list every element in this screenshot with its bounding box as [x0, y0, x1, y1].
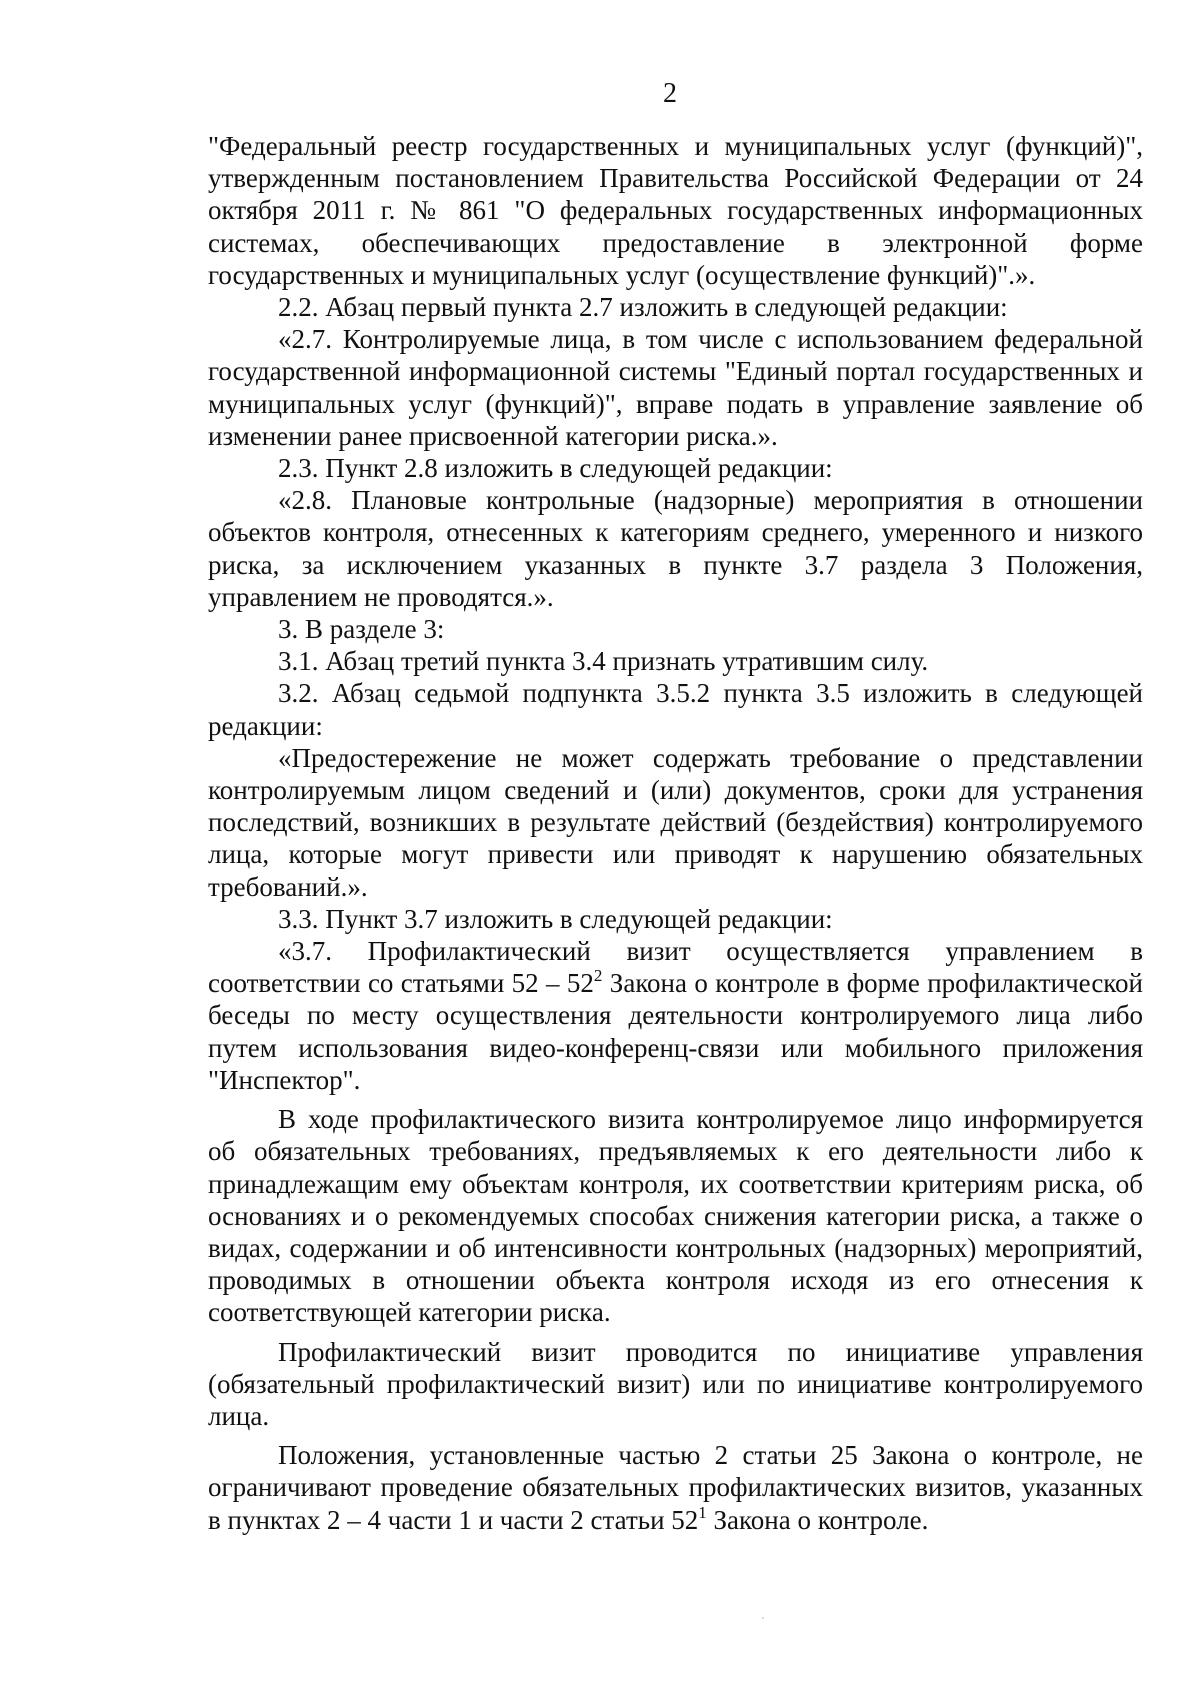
paragraph-2-3: 2.3. Пункт 2.8 изложить в следующей редакции: — [278, 453, 833, 484]
paragraph-visit-information: В ходе профилактического визита контролируемое лицо информируется об обязательных требованиях, предъявляемых к его деятельности либо к принадлежащим ему объектам контроля, их соответствии критериям риска, об основаниях и о рекомендуемых способах снижения категории риска, а также о видах, содержании и об интенсивности контрольных (надзорных) мероприятий, проводимых в отношении объекта контроля исходя из его отнесения к соответствующей категории риска. — [208, 1104, 1143, 1328]
paragraph-3-7-text-start: «3.7. Профилактический визит осуществляется управлением в соответствии со статьями 52 – 52 — [208, 936, 1143, 999]
paragraph-3-7-text-end: Закона о контроле в форме профилактической беседы по месту осуществления деятельности контролируемого лица либо путем использования видео-конференц-связи или мобильного приложения "Инспектор". — [208, 968, 1144, 1095]
paragraph-provisions-text-end: Закона о контроле. — [706, 1504, 929, 1535]
paragraph-2-2: 2.2. Абзац первый пункта 2.7 изложить в следующей редакции: — [278, 292, 1008, 323]
paragraph-provisions-text-start: Положения, установленные частью 2 статьи 25 Закона о контроле, не ограничивают проведение обязательных профилактических визитов, указанных в пунктах 2 – 4 части 1 и части 2 статьи 52 — [208, 1440, 1143, 1535]
paragraph-warning-quote: «Предостережение не может содержать требование о представлении контролируемым лицом сведений и (или) документов, сроки для устранения последствий, возникших в результате действий (бездействия) контролируемого лица, которые могут привести или приводят к нарушению обязательных требований.». — [208, 742, 1143, 902]
document-body — [208, 130, 1143, 1536]
scan-speck — [762, 1617, 764, 1619]
paragraph-3-2: 3.2. Абзац седьмой подпункта 3.5.2 пункта 3.5 изложить в следующей редакции: — [208, 678, 1143, 741]
paragraph-visit-initiative: Профилактический визит проводится по инициативе управления (обязательный профилактический визит) или по инициативе контролируемого лица. — [208, 1336, 1143, 1431]
paragraph-2-8-quote: «2.8. Плановые контрольные (надзорные) мероприятия в отношении объектов контроля, отнесенных к категориям среднего, умеренного и низкого риска, за исключением указанных в пункте 3.7 раздела 3 Положения, управлением не проводятся.». — [208, 485, 1143, 612]
paragraph-provisions — [208, 1439, 1143, 1536]
superscript-2: 2 — [593, 966, 603, 986]
paragraph-3-1: 3.1. Абзац третий пункта 3.4 признать утратившим силу. — [278, 646, 929, 677]
paragraph-2-7-quote: «2.7. Контролируемые лица, в том числе с использованием федеральной государственной информационной системы "Единый портал государственных и муниципальных услуг (функций)", вправе подать в управление заявление об изменении ранее присвоенной категории риска.». — [208, 324, 1143, 451]
paragraph-3-7-quote — [208, 935, 1143, 1096]
superscript-1: 1 — [698, 1502, 707, 1522]
page-number: 2 — [663, 78, 677, 109]
paragraph-registry-continuation: "Федеральный реестр государственных и муниципальных услуг (функций)", утвержденным постановлением Правительства Российской Федерации от 24 октября 2011 г. № 861 "О федеральных государственных информационных системах, обеспечивающих предоставление в электронной форме государственных и муниципальных услуг (осуществление функций)".». — [208, 131, 1143, 290]
paragraph-3-3: 3.3. Пункт 3.7 изложить в следующей редакции: — [278, 903, 833, 934]
paragraph-section-3: 3. В разделе 3: — [278, 614, 445, 645]
